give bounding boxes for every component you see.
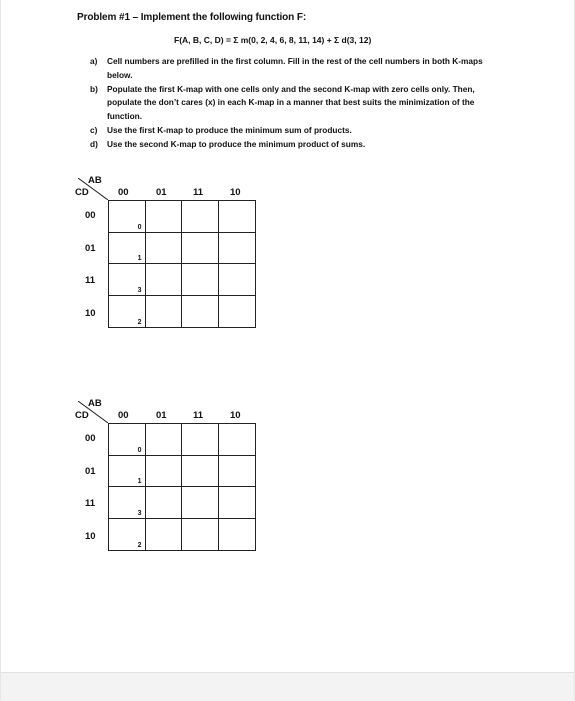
kmap-cell[interactable] <box>182 487 219 519</box>
kmap-cell[interactable] <box>219 233 256 265</box>
kmap-sum-of-products <box>0 170 575 330</box>
kmap-cell[interactable] <box>146 233 183 265</box>
row-header: 11 <box>85 275 96 286</box>
cell-number: 3 <box>137 509 142 517</box>
problem-title: Problem #1 – Implement the following function F: <box>77 12 307 23</box>
kmap-cell[interactable] <box>109 264 146 296</box>
row-header: 01 <box>85 466 96 477</box>
cell-number: 3 <box>137 286 142 294</box>
kmap-cell[interactable] <box>109 487 146 519</box>
instruction-item <box>90 138 510 152</box>
kmap-cell[interactable] <box>182 296 219 328</box>
row-header: 00 <box>85 210 96 221</box>
kmap-cell[interactable] <box>219 424 256 456</box>
cell-number: 1 <box>137 478 142 485</box>
page-footer-band <box>0 672 575 701</box>
kmap-grid <box>108 423 256 551</box>
kmap-cell[interactable] <box>146 201 183 233</box>
kmap-cell[interactable] <box>219 264 256 296</box>
kmap-cell[interactable] <box>146 519 183 551</box>
instruction-letter: d) <box>90 138 98 149</box>
instruction-letter: b) <box>90 83 98 94</box>
instruction-item <box>90 124 510 138</box>
kmap-cell[interactable] <box>219 487 256 519</box>
instruction-text: Use the second K-map to produce the minimum product of sums. <box>107 138 366 149</box>
kmap-cell[interactable] <box>182 456 219 488</box>
instruction-text: Cell numbers are prefilled in the first column. Fill in the rest of the cell numbers in both K-maps below. <box>107 56 483 80</box>
cell-number: 2 <box>137 319 142 326</box>
instruction-text: Use the first K-map to produce the minimum sum of products. <box>107 124 352 135</box>
kmap-cell[interactable] <box>146 456 183 488</box>
row-header: 00 <box>85 433 96 444</box>
kmap-cell[interactable] <box>182 233 219 265</box>
instruction-letter: a) <box>90 56 98 66</box>
instruction-list <box>90 55 510 152</box>
column-header: 10 <box>230 187 241 198</box>
column-header: 01 <box>156 410 167 421</box>
kmap-cell[interactable] <box>219 456 256 488</box>
ab-variable-label: AB <box>88 175 102 186</box>
cell-number: 2 <box>137 542 142 549</box>
kmap-cell[interactable] <box>109 201 146 233</box>
row-header: 10 <box>85 531 96 542</box>
column-header: 01 <box>156 187 167 198</box>
column-header: 11 <box>193 410 204 421</box>
instruction-text: Populate the first K-map with one cells only and the second K-map with zero cells only. Then, populate the don’t cares (x) in each K-map in a manner that best suits the minimization of the function. <box>107 83 475 121</box>
cell-number: 0 <box>137 446 142 454</box>
kmap-cell[interactable] <box>182 264 219 296</box>
kmap-cell[interactable] <box>219 201 256 233</box>
kmap-cell[interactable] <box>109 233 146 265</box>
cell-number: 0 <box>137 223 142 231</box>
kmap-grid <box>108 200 256 328</box>
instruction-item <box>90 83 510 124</box>
kmap-cell[interactable] <box>182 201 219 233</box>
instruction-letter: c) <box>90 124 98 135</box>
column-header: 11 <box>193 187 204 198</box>
instruction-item <box>90 55 510 82</box>
row-header: 10 <box>85 308 96 319</box>
column-header: 00 <box>118 187 129 198</box>
ab-variable-label: AB <box>88 398 102 409</box>
kmap-cell[interactable] <box>109 296 146 328</box>
kmap-cell[interactable] <box>109 519 146 551</box>
kmap-cell[interactable] <box>219 519 256 551</box>
cell-number: 1 <box>137 255 142 262</box>
cd-variable-label: CD <box>75 410 89 421</box>
kmap-cell[interactable] <box>146 424 183 456</box>
cd-variable-label: CD <box>75 187 89 198</box>
column-header: 10 <box>230 410 241 421</box>
kmap-cell[interactable] <box>109 456 146 488</box>
kmap-cell[interactable] <box>182 519 219 551</box>
row-header: 01 <box>85 243 96 254</box>
kmap-cell[interactable] <box>146 296 183 328</box>
kmap-cell[interactable] <box>182 424 219 456</box>
column-header: 00 <box>118 410 129 421</box>
kmap-cell[interactable] <box>146 264 183 296</box>
kmap-cell[interactable] <box>146 487 183 519</box>
function-definition: F(A, B, C, D) = Σ m(0, 2, 4, 6, 8, 11, 14) + Σ d(3, 12) <box>174 35 372 45</box>
row-header: 11 <box>85 498 96 509</box>
kmap-product-of-sums <box>0 393 575 553</box>
kmap-cell[interactable] <box>219 296 256 328</box>
kmap-cell[interactable] <box>109 424 146 456</box>
